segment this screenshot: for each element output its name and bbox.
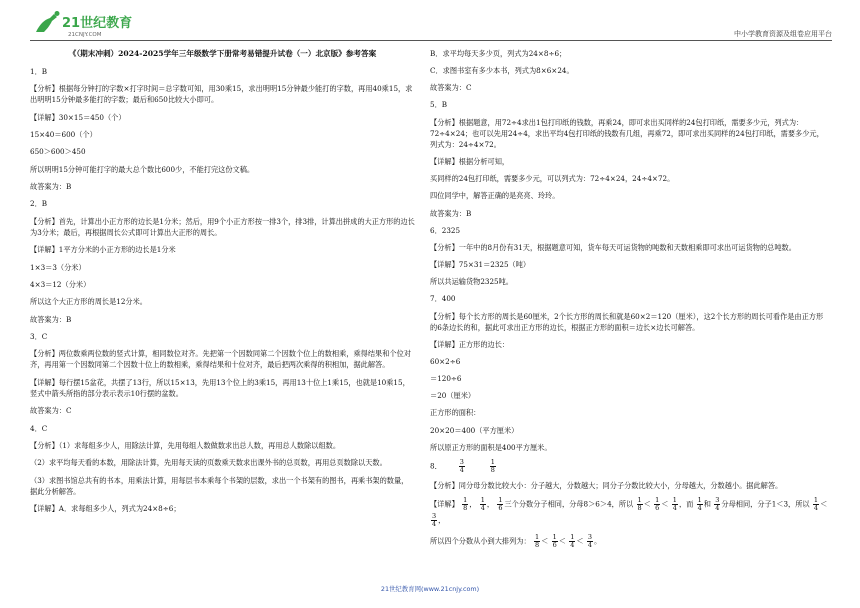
answer-line: 20×20＝400（平方厘米） (430, 425, 519, 435)
fraction: $\frac{1}{8}$ (637, 496, 642, 513)
answer-line: 15×40＝600（个） (30, 129, 97, 139)
answer-line: （2）求平均每天看的本数，用除法计算，先用每天读的页数乘天数求出课外书的总页数，再用总页数除以天数。 (30, 458, 387, 468)
answer-line: 【详解】1平方分米的小正方形的边长是1分米 (30, 245, 176, 255)
answer-line: 【分析】首先，计算出小正方形的边长是1分米；然后，用9个小正方形按一排3个，排3排，计算出拼成的大正方形的边长为3分米；最后，再根据周长公式即可计算出大正形的周长。 (30, 216, 415, 237)
fraction: $\frac{1}{6}$ (498, 496, 503, 513)
answer-line: 故答案为：B (30, 181, 72, 191)
answer-line: 1．B (30, 66, 48, 76)
answer-line: 四位同学中，解答正确的是亮亮、玲玲。 (430, 191, 560, 201)
footer-link[interactable]: 21世纪教育网(www.21cnjy.com) (380, 585, 480, 593)
answer-line: 故答案为：B (430, 208, 472, 218)
site-logo (30, 10, 170, 38)
fraction: $\frac{3}{4}$ (587, 532, 592, 550)
answer-line: 4．C (30, 423, 48, 433)
answer-line: 4×3＝12（分米） (30, 279, 91, 289)
fraction: $\frac{1}{4}$ (480, 496, 485, 513)
fraction: $\frac{3}{4}$ (459, 457, 464, 475)
answer-line: 所以原正方形的面积是400平方厘米。 (430, 442, 552, 452)
answer-line: ＝120÷6 (430, 374, 462, 384)
fraction: $\frac{3}{4}$ (715, 496, 720, 513)
answer-line: 所以明明15分钟可能打字的最大总个数比600少，不能打完这份文稿。 (30, 164, 255, 174)
answer-line: 7．400 (430, 294, 456, 304)
answer-line: 【分析】根据题意，用72÷4求出1包打印纸的钱数，再乘24，即可求出买同样的24包打印纸，需要多少元，列式为：72÷4×24；也可以先用24÷4，求出平均4包打印纸的钱数有几组，再乘72，即可求出买同样的24包打印纸，需要多少元，列式为：24÷4×72。 (430, 117, 824, 149)
answer-line: 所以这个大正方形的周长是12分米。 (30, 297, 147, 307)
answer-line: 【详解】 $\frac{1}{8}$ ， $\frac{1}{4}$ ， $\frac{1}{6}$ 三个分数分子相同，分母8＞6＞4，所以 $\frac{1}{8}$ ＜ $\frac{1}{6}$ ＜ $\frac{1}{4}$ ，而 $\frac{1}{4}$ 和 $\frac{3}{4}$ 分母相同，分子1＜3，所以 $\frac{1}{4}$ ＜ $\frac{3}{4}$ ， (430, 496, 828, 528)
fraction: $\frac{1}{4}$ (813, 496, 819, 513)
answer-line: 2．B (30, 199, 48, 209)
answer-line: 8． $\frac{3}{4}$ $\frac{1}{8}$ (430, 457, 495, 475)
fraction: $\frac{1}{8}$ (463, 496, 468, 513)
answer-line: 【分析】两位数乘两位数的竖式计算，相同数位对齐。先把第一个因数同第二个因数个位上的数相乘，乘得结果和个位对齐，再用第一个因数同第二个因数十位上的数相乘，乘得结果和十位对齐，最后把两次乘得的积相加，据此解答。 (30, 349, 411, 370)
header-divider (30, 40, 832, 41)
answer-line: B．求平均每天多少页，列式为24×8÷6； (430, 49, 567, 58)
answer-line: 【详解】每行摆15盆花，共摆了13行，所以15×13，先用13个位上的3乘15，再用13十位上1乘15，也就是10乘15，竖式中箭头所指的部分表示表示10行摆的盆数。 (30, 377, 410, 398)
platform-name: 中小学教育资源及组卷应用平台 (734, 30, 832, 38)
answer-line: 3．C (30, 331, 48, 341)
logo-subtext: 21CNJY.COM (68, 32, 102, 38)
fraction: $\frac{1}{4}$ (672, 496, 677, 513)
answer-line: 【分析】同分母分数比较大小：分子越大，分数越大；同分子分数比较大小，分母越大，分数越小。据此解答。 (430, 481, 783, 491)
answer-line: 【详解】A．求每组多少人，列式为24×8÷6； (30, 504, 181, 514)
answer-line: （3）求图书馆总共有的书本，用乘法计算，用每层书本乘每个书架的层数，求出一个书架有的图书，再乘书架的数量，据此分析解答。 (30, 475, 409, 496)
left-column (30, 48, 415, 520)
fraction: $\frac{1}{8}$ (534, 532, 540, 550)
answer-line: 【详解】正方形的边长： (430, 339, 510, 349)
runner-icon (36, 14, 57, 32)
fraction: $\frac{3}{4}$ (432, 511, 437, 528)
answer-line: 650＞600＞450 (30, 147, 86, 157)
answer-line: 1×3＝3（分米） (30, 262, 86, 272)
fraction: $\frac{1}{4}$ (697, 496, 702, 513)
answer-line: 【分析】一年中的8月份有31天，根据题意可知，货车每天可运货物的吨数和天数相乘即可求出可运货物的总吨数。 (430, 242, 796, 252)
answer-line: 【详解】根据分析可知， (430, 157, 510, 167)
answer-line: 买同样的24包打印纸，需要多少元，可以列式为：72÷4×24，24÷4×72。 (430, 174, 675, 184)
answer-line: 5．B (430, 100, 448, 110)
answer-line: 【分析】每个长方形的周长是60厘米，2个长方形的周长和就是60×2＝120（厘米），这2个长方形的周长可看作是由正方形的6条边长的和，据此可求出正方形的边长，根据正方形的面积＝边长×边长可解答。 (430, 311, 824, 332)
answer-line: 故答案为：C (30, 406, 72, 416)
page-title: 《（期末冲刺）2024-2025学年三年级数学下册常考易错提升试卷（一）北京版》参考答案 (68, 49, 377, 58)
answer-line: 故答案为：C (430, 83, 472, 93)
answer-line: 60×2÷6 (430, 356, 461, 366)
fraction: $\frac{1}{4}$ (570, 532, 575, 550)
answer-line: ＝20（厘米） (430, 391, 476, 401)
right-column (430, 48, 830, 555)
answer-line: 正方形的面积： (430, 408, 481, 418)
fraction: $\frac{1}{6}$ (655, 496, 660, 513)
answer-line: 所以共运输货物2325吨。 (430, 277, 513, 287)
answer-line: 【详解】30×15＝450（个） (30, 112, 126, 122)
answer-line: 【详解】75×31＝2325（吨） (430, 260, 531, 270)
answer-line: 所以四个分数从小到大排列为： $\frac{1}{8}$ ＜ $\frac{1}{6}$ ＜ $\frac{1}{4}$ ＜ $\frac{3}{4}$ 。 (430, 532, 602, 550)
fraction: $\frac{1}{6}$ (552, 532, 557, 550)
answer-line: C．求图书室有多少本书，列式为8×6×24。 (430, 66, 574, 76)
answer-line: 6．2325 (430, 225, 461, 235)
answer-line: 【分析】（1）求每组多少人，用除法计算，先用每组人数做数求出总人数，再用总人数除以组数。 (30, 440, 341, 450)
answer-line: 【分析】根据每分钟打的字数×打字时间＝总字数可知，用30乘15，求出明明15分钟最少能打的字数，再用40乘15，求出明明15分钟最多能打的字数；最后和650比较大小即可。 (30, 84, 413, 105)
answer-line: 故答案为：B (30, 314, 72, 324)
fraction: $\frac{1}{8}$ (490, 457, 495, 475)
logo-text: 21世纪教育 (62, 16, 133, 31)
